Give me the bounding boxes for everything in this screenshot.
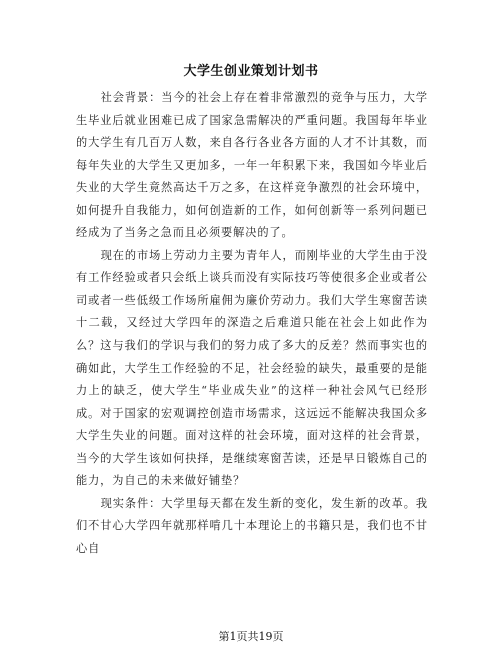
document-title: 大学生创业策划计划书 [183, 64, 319, 79]
document-body [76, 87, 428, 560]
paragraph-social-background: 社会背景：当今的社会上存在着非常激烈的竞争与压力，大学生毕业后就业困难已成了国家急需解决的严重问题。我国每年毕业的大学生有几百万人数，来自各行各业各方面的人才不计其数，而每年失业的大学生又更加多，一年一年积累下来，我国如今毕业后失业的大学生竟然高达千万之多，在这样竞争激烈的社会环境中，如何提升自我能力，如何创造新的工作，如何创新等一系列问题已经成为了当务之急而且必须要解决的了。 [76, 91, 428, 240]
paragraph-practical-conditions: 现实条件：大学里每天都在发生新的变化，发生新的改革。我们不甘心大学四年就那样啃几十本理论上的书籍只是，我们也不甘心自 [76, 496, 428, 555]
page-number-footer: 第1页共19页 [218, 630, 284, 643]
paragraph-labor-market: 现在的市场上劳动力主要为青年人，而刚毕业的大学生由于没有工作经验或者只会纸上谈兵而没有实际技巧等使很多企业或者公司或者一些低级工作场所雇佣为廉价劳动力。我们大学生寒窗苦读十二载，又经过大学四年的深造之后难道只能在社会上如此作为么？这与我们的学识与我们的努力成了多大的反差？然而事实也的确如此，大学生工作经验的不足，社会经验的缺失，最重要的是能力上的缺乏，使大学生“毕业成失业”的这样一种社会风气已经形成。对于国家的宏观调控创造市场需求，这远远不能解决我国众多大学生失业的问题。面对这样的社会环境，面对这样的社会背景，当今的大学生该如何抉择，是继续寒窗苦读，还是早日锻炼自己的能力，为自己的未来做好铺垫？ [76, 248, 428, 488]
